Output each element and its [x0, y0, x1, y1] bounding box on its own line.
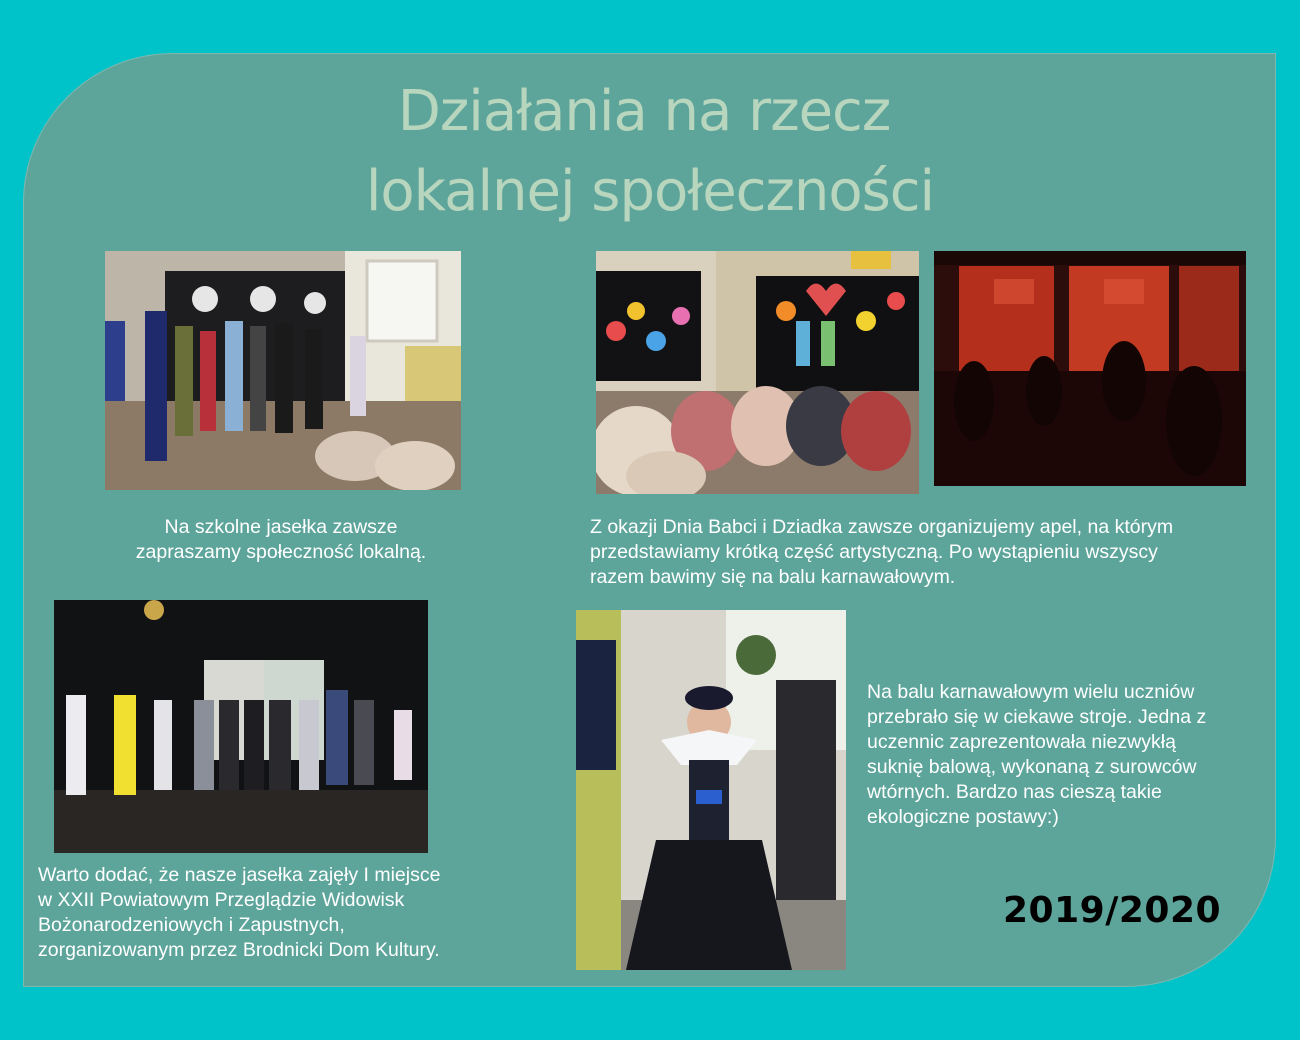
caption-jaselka: Na szkolne jasełka zawsze zapraszamy społeczność lokalną.	[135, 516, 427, 563]
page-title-line-1: Działania na rzecz	[397, 79, 891, 144]
photo-nativity-play	[105, 251, 461, 490]
school-year: 2019/2020	[1003, 890, 1222, 931]
caption-grandparents-day: Z okazji Dnia Babci i Dziadka zawsze organizujemy apel, na którym przedstawiamy krótką część artystyczną. Po wystąpieniu wszyscy razem bawimy się na balu karnawałowym.	[590, 516, 1174, 588]
photo-grandparents-day	[596, 251, 919, 494]
photo-carnival-party	[934, 251, 1246, 486]
photo-eco-dress	[576, 610, 846, 970]
photo-award-ceremony	[54, 600, 428, 853]
page-title-line-2: lokalnej społeczności	[365, 159, 935, 224]
caption-competition: Warto dodać, że nasze jasełka zajęły I miejsce w XXII Powiatowym Przeglądzie Widowisk Bożonarodzeniowych i Zapustnych, zorganizowanym przez Brodnicki Dom Kultury.	[38, 864, 441, 961]
caption-carnival-ball: Na balu karnawałowym wielu uczniów przebrało się w ciekawe stroje. Jedna z uczennic zaprezentowała niezwykłą suknię balową, wykonaną z surowców wtórnych. Bardzo nas cieszą takie ekologiczne postawy:)	[867, 681, 1207, 828]
